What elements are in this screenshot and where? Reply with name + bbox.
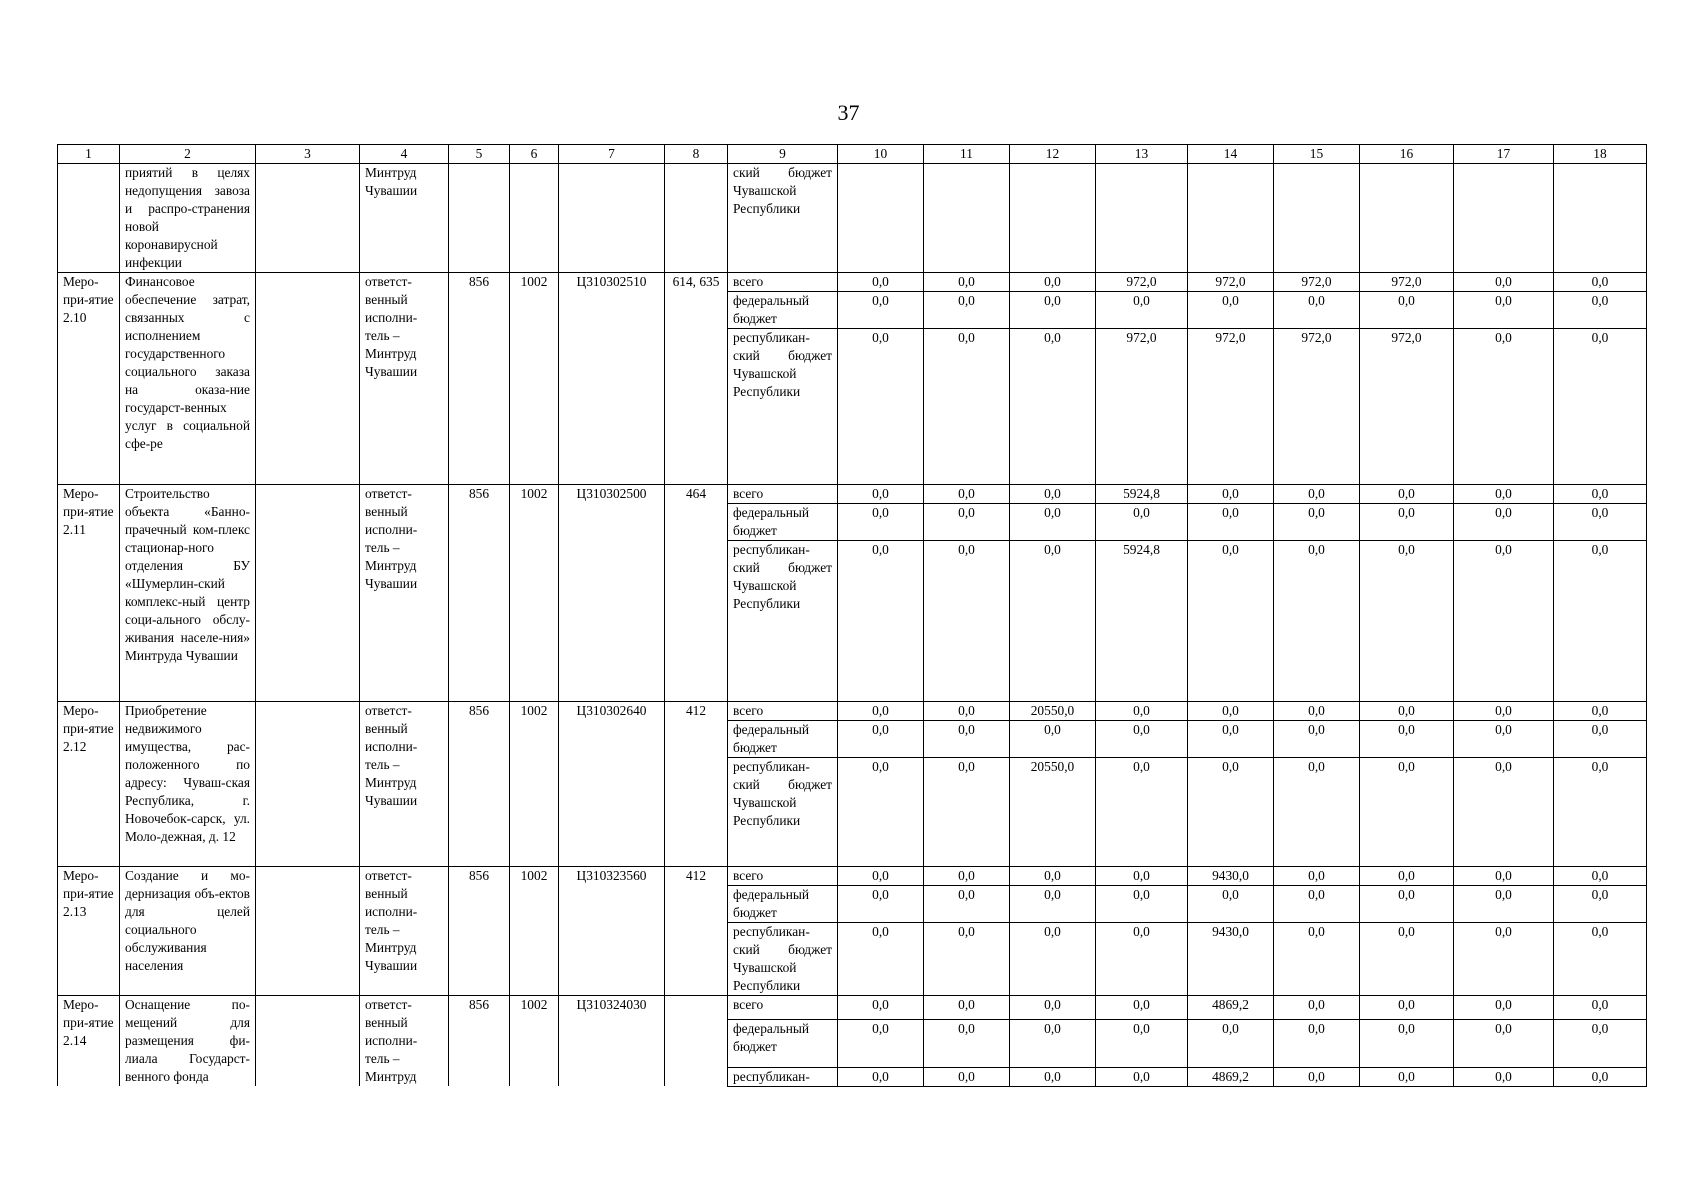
executor-line: Чувашии xyxy=(365,364,418,379)
year-amount: 0,0 xyxy=(838,721,924,758)
column-number-18: 18 xyxy=(1554,145,1647,164)
year-amount: 0,0 xyxy=(1360,485,1454,504)
executor-line: Минтруд xyxy=(365,1069,417,1084)
grbs-code: 856 xyxy=(449,867,510,996)
continuation-col-10 xyxy=(838,164,924,273)
year-amount: 0,0 xyxy=(924,329,1010,485)
year-amount: 0,0 xyxy=(1274,721,1360,758)
year-amount: 0,0 xyxy=(1554,867,1647,886)
year-amount: 0,0 xyxy=(1554,273,1647,292)
year-amount: 0,0 xyxy=(1274,923,1360,996)
year-amount: 0,0 xyxy=(1360,292,1454,329)
year-amount: 0,0 xyxy=(838,923,924,996)
year-amount: 0,0 xyxy=(1454,292,1554,329)
executor-line: Минтруд xyxy=(365,346,417,361)
section-code: 1002 xyxy=(510,702,559,867)
executor-line: венный xyxy=(365,504,408,519)
continuation-col-5 xyxy=(449,164,510,273)
year-amount: 0,0 xyxy=(838,1020,924,1067)
year-amount: 0,0 xyxy=(1554,329,1647,485)
expense-type-code: 464 xyxy=(665,485,728,702)
year-amount: 4869,2 xyxy=(1188,1067,1274,1086)
year-amount: 0,0 xyxy=(1274,504,1360,541)
year-amount: 0,0 xyxy=(1360,541,1454,702)
year-amount: 0,0 xyxy=(1010,273,1096,292)
column-number-11: 11 xyxy=(924,145,1010,164)
target-article-code: Ц310302510 xyxy=(559,273,665,485)
year-amount: 0,0 xyxy=(1188,702,1274,721)
year-amount: 0,0 xyxy=(1188,886,1274,923)
continuation-col-12 xyxy=(1010,164,1096,273)
year-amount: 0,0 xyxy=(1274,541,1360,702)
budget-source: республикан-ский бюджет Чувашской Республики xyxy=(728,923,838,996)
measure-label: Меро-при-ятие 2.12 xyxy=(58,702,120,867)
year-amount: 0,0 xyxy=(924,292,1010,329)
continuation-col-18 xyxy=(1554,164,1647,273)
table-header-row xyxy=(58,145,1647,164)
year-amount: 0,0 xyxy=(1360,1020,1454,1067)
budget-source: всего xyxy=(728,867,838,886)
continuation-col-15 xyxy=(1274,164,1360,273)
co-executor xyxy=(256,867,360,996)
table-row-continuation xyxy=(58,164,1647,273)
year-amount: 0,0 xyxy=(838,996,924,1020)
executor-line: тель – xyxy=(365,922,400,937)
year-amount: 0,0 xyxy=(1454,485,1554,504)
year-amount: 0,0 xyxy=(838,504,924,541)
year-amount: 972,0 xyxy=(1096,273,1188,292)
responsible-executor xyxy=(360,485,449,702)
year-amount: 0,0 xyxy=(838,758,924,867)
year-amount: 0,0 xyxy=(1096,758,1188,867)
year-amount: 0,0 xyxy=(1010,886,1096,923)
year-amount: 0,0 xyxy=(1360,721,1454,758)
year-amount: 0,0 xyxy=(924,867,1010,886)
executor-line: Минтруд xyxy=(365,940,417,955)
expense-type-code: 614, 635 xyxy=(665,273,728,485)
budget-source: республикан- xyxy=(728,1067,838,1086)
measure-label: Меро-при-ятие 2.13 xyxy=(58,867,120,996)
executor-line: тель – xyxy=(365,540,400,555)
year-amount: 0,0 xyxy=(1096,702,1188,721)
year-amount: 0,0 xyxy=(1274,702,1360,721)
year-amount: 0,0 xyxy=(1554,485,1647,504)
column-number-8: 8 xyxy=(665,145,728,164)
year-amount: 0,0 xyxy=(1096,721,1188,758)
year-amount: 0,0 xyxy=(1010,541,1096,702)
continuation-col-1 xyxy=(58,164,120,273)
executor-line: исполни- xyxy=(365,904,418,919)
year-amount: 0,0 xyxy=(838,1067,924,1086)
budget-source: республикан-ский бюджет Чувашской Республики xyxy=(728,541,838,702)
responsible-executor xyxy=(360,273,449,485)
budget-source: федеральный бюджет xyxy=(728,886,838,923)
year-amount: 0,0 xyxy=(1096,1020,1188,1067)
executor-line: исполни- xyxy=(365,739,418,754)
measure-label: Меро-при-ятие 2.10 xyxy=(58,273,120,485)
year-amount: 0,0 xyxy=(838,541,924,702)
year-amount: 0,0 xyxy=(1096,292,1188,329)
table-row xyxy=(58,867,1647,886)
co-executor xyxy=(256,702,360,867)
year-amount: 972,0 xyxy=(1274,329,1360,485)
continuation-col-13 xyxy=(1096,164,1188,273)
year-amount: 0,0 xyxy=(924,485,1010,504)
year-amount: 0,0 xyxy=(1554,292,1647,329)
year-amount: 972,0 xyxy=(1188,329,1274,485)
year-amount: 972,0 xyxy=(1096,329,1188,485)
co-executor xyxy=(256,273,360,485)
year-amount: 0,0 xyxy=(1360,504,1454,541)
executor-line: Минтруд xyxy=(365,558,417,573)
year-amount: 0,0 xyxy=(1274,485,1360,504)
year-amount: 0,0 xyxy=(1010,996,1096,1020)
budget-source: всего xyxy=(728,485,838,504)
year-amount: 0,0 xyxy=(1360,923,1454,996)
year-amount: 0,0 xyxy=(1274,292,1360,329)
year-amount: 0,0 xyxy=(1454,886,1554,923)
budget-source: всего xyxy=(728,996,838,1020)
year-amount: 0,0 xyxy=(1454,702,1554,721)
measure-name: Финансовое обеспечение затрат, связанных с исполнением государственного социального заказа на оказа-ние государст-венных услуг в социальной сфе-ре xyxy=(120,273,256,485)
continuation-col-6 xyxy=(510,164,559,273)
year-amount: 0,0 xyxy=(924,758,1010,867)
year-amount: 0,0 xyxy=(1554,721,1647,758)
year-amount: 0,0 xyxy=(838,485,924,504)
section-code: 1002 xyxy=(510,273,559,485)
year-amount: 0,0 xyxy=(924,273,1010,292)
executor-line: Чувашии xyxy=(365,793,418,808)
executor-line: тель – xyxy=(365,328,400,343)
executor-line: ответст- xyxy=(365,868,412,883)
grbs-code: 856 xyxy=(449,485,510,702)
executor-line: исполни- xyxy=(365,310,418,325)
budget-source: республикан-ский бюджет Чувашской Республики xyxy=(728,758,838,867)
year-amount: 0,0 xyxy=(838,702,924,721)
continuation-col-16 xyxy=(1360,164,1454,273)
measure-label: Меро-при-ятие 2.11 xyxy=(58,485,120,702)
executor-line: ответст- xyxy=(365,274,412,289)
continuation-col-8 xyxy=(665,164,728,273)
year-amount: 0,0 xyxy=(838,292,924,329)
year-amount: 9430,0 xyxy=(1188,923,1274,996)
year-amount: 0,0 xyxy=(1010,867,1096,886)
year-amount: 0,0 xyxy=(1274,1067,1360,1086)
year-amount: 0,0 xyxy=(1096,504,1188,541)
year-amount: 0,0 xyxy=(1360,1067,1454,1086)
year-amount: 20550,0 xyxy=(1010,758,1096,867)
year-amount: 0,0 xyxy=(1360,996,1454,1020)
grbs-code: 856 xyxy=(449,702,510,867)
year-amount: 0,0 xyxy=(924,996,1010,1020)
year-amount: 0,0 xyxy=(1096,1067,1188,1086)
budget-source: республикан-ский бюджет Чувашской Республики xyxy=(728,329,838,485)
expense-type-code: 412 xyxy=(665,867,728,996)
column-number-14: 14 xyxy=(1188,145,1274,164)
budget-source: федеральный бюджет xyxy=(728,504,838,541)
year-amount: 0,0 xyxy=(1096,996,1188,1020)
continuation-col-14 xyxy=(1188,164,1274,273)
column-number-17: 17 xyxy=(1454,145,1554,164)
year-amount: 0,0 xyxy=(924,886,1010,923)
executor-line: Чувашии xyxy=(365,958,418,973)
year-amount: 0,0 xyxy=(1188,541,1274,702)
year-amount: 0,0 xyxy=(1096,867,1188,886)
year-amount: 0,0 xyxy=(1010,292,1096,329)
table-row xyxy=(58,996,1647,1020)
year-amount: 0,0 xyxy=(1554,702,1647,721)
executor-line: венный xyxy=(365,721,408,736)
table-row xyxy=(58,485,1647,504)
year-amount: 0,0 xyxy=(1360,867,1454,886)
year-amount: 0,0 xyxy=(1274,867,1360,886)
year-amount: 0,0 xyxy=(838,329,924,485)
year-amount: 0,0 xyxy=(1554,541,1647,702)
target-article-code: Ц310302500 xyxy=(559,485,665,702)
budget-source: федеральный бюджет xyxy=(728,721,838,758)
year-amount: 0,0 xyxy=(1454,273,1554,292)
year-amount: 0,0 xyxy=(1454,996,1554,1020)
year-amount: 5924,8 xyxy=(1096,541,1188,702)
year-amount: 0,0 xyxy=(838,273,924,292)
year-amount: 0,0 xyxy=(1274,886,1360,923)
year-amount: 0,0 xyxy=(1454,923,1554,996)
measure-name: приятий в целях недопущения завоза и распро-странения новой коронавирусной инфекции xyxy=(120,164,256,273)
year-amount: 0,0 xyxy=(1554,758,1647,867)
executor-line: Чувашии xyxy=(365,576,418,591)
year-amount: 0,0 xyxy=(1454,1020,1554,1067)
year-amount: 0,0 xyxy=(1360,758,1454,867)
measure-name: Приобретение недвижимого имущества, рас-положенного по адресу: Чуваш-ская Республика, г. Новочебок-сарск, ул. Моло-дежная, д. 12 xyxy=(120,702,256,867)
continuation-col-7 xyxy=(559,164,665,273)
year-amount: 0,0 xyxy=(924,1020,1010,1067)
year-amount: 0,0 xyxy=(1188,504,1274,541)
measure-label: Меро-при-ятие 2.14 xyxy=(58,996,120,1087)
executor-line: Минтруд xyxy=(365,775,417,790)
year-amount: 0,0 xyxy=(1010,1067,1096,1086)
column-number-16: 16 xyxy=(1360,145,1454,164)
year-amount: 0,0 xyxy=(1454,758,1554,867)
year-amount: 0,0 xyxy=(1554,1020,1647,1067)
column-number-5: 5 xyxy=(449,145,510,164)
year-amount: 0,0 xyxy=(1554,886,1647,923)
target-article-code: Ц310323560 xyxy=(559,867,665,996)
executor-line: венный xyxy=(365,886,408,901)
executor-line: венный xyxy=(365,292,408,307)
column-number-10: 10 xyxy=(838,145,924,164)
year-amount: 972,0 xyxy=(1274,273,1360,292)
year-amount: 0,0 xyxy=(1010,485,1096,504)
measure-name: Оснащение по-мещений для размещения фи-лиала Государст-венного фонда xyxy=(120,996,256,1087)
year-amount: 0,0 xyxy=(1188,292,1274,329)
year-amount: 0,0 xyxy=(1010,923,1096,996)
page-number: 37 xyxy=(837,100,860,125)
year-amount: 0,0 xyxy=(838,867,924,886)
column-number-15: 15 xyxy=(1274,145,1360,164)
section-code: 1002 xyxy=(510,867,559,996)
column-number-6: 6 xyxy=(510,145,559,164)
executor-line: ответст- xyxy=(365,997,412,1012)
measure-name: Строительство объекта «Банно-прачечный ком-плекс стационар-ного отделения БУ «Шумерлин-ский комплекс-ный центр соци-ального обслу-живания населе-ния» Минтруда Чувашии xyxy=(120,485,256,702)
year-amount: 0,0 xyxy=(1010,721,1096,758)
year-amount: 5924,8 xyxy=(1096,485,1188,504)
responsible-executor xyxy=(360,702,449,867)
year-amount: 0,0 xyxy=(1454,1067,1554,1086)
column-number-12: 12 xyxy=(1010,145,1096,164)
year-amount: 0,0 xyxy=(1360,702,1454,721)
year-amount: 9430,0 xyxy=(1188,867,1274,886)
co-executor xyxy=(256,485,360,702)
year-amount: 0,0 xyxy=(1554,996,1647,1020)
year-amount: 0,0 xyxy=(1274,996,1360,1020)
table-row xyxy=(58,273,1647,292)
year-amount: 0,0 xyxy=(1554,1067,1647,1086)
year-amount: 0,0 xyxy=(1360,886,1454,923)
year-amount: 20550,0 xyxy=(1010,702,1096,721)
target-article-code: Ц310324030 xyxy=(559,996,665,1087)
budget-source: федеральный бюджет xyxy=(728,1020,838,1067)
column-number-13: 13 xyxy=(1096,145,1188,164)
continuation-col-11 xyxy=(924,164,1010,273)
program-measures-table xyxy=(57,144,1647,1087)
year-amount: 0,0 xyxy=(1010,504,1096,541)
executor-line: венный xyxy=(365,1015,408,1030)
column-number-4: 4 xyxy=(360,145,449,164)
responsible-executor xyxy=(360,996,449,1087)
budget-source: ский бюджет Чувашской Республики xyxy=(728,164,838,273)
year-amount: 0,0 xyxy=(924,721,1010,758)
column-number-1: 1 xyxy=(58,145,120,164)
responsible-executor: Минтруд Чувашии xyxy=(360,164,449,273)
year-amount: 0,0 xyxy=(1096,886,1188,923)
executor-line: тель – xyxy=(365,1051,400,1066)
year-amount: 0,0 xyxy=(1454,541,1554,702)
continuation-col-17 xyxy=(1454,164,1554,273)
year-amount: 0,0 xyxy=(1188,758,1274,867)
section-code: 1002 xyxy=(510,996,559,1087)
year-amount: 972,0 xyxy=(1360,329,1454,485)
year-amount: 0,0 xyxy=(924,541,1010,702)
year-amount: 0,0 xyxy=(1188,1020,1274,1067)
column-number-7: 7 xyxy=(559,145,665,164)
budget-source: федеральный бюджет xyxy=(728,292,838,329)
section-code: 1002 xyxy=(510,485,559,702)
measure-name: Создание и мо-дернизация объ-ектов для целей социального обслуживания населения xyxy=(120,867,256,996)
year-amount: 0,0 xyxy=(1274,758,1360,867)
year-amount: 972,0 xyxy=(1188,273,1274,292)
column-number-2: 2 xyxy=(120,145,256,164)
year-amount: 0,0 xyxy=(1188,485,1274,504)
year-amount: 0,0 xyxy=(1010,1020,1096,1067)
executor-line: ответст- xyxy=(365,486,412,501)
year-amount: 0,0 xyxy=(924,702,1010,721)
co-executor xyxy=(256,996,360,1087)
expense-type-code xyxy=(665,996,728,1087)
responsible-executor xyxy=(360,867,449,996)
year-amount: 0,0 xyxy=(1454,504,1554,541)
year-amount: 0,0 xyxy=(924,923,1010,996)
expense-type-code: 412 xyxy=(665,702,728,867)
year-amount: 0,0 xyxy=(1096,923,1188,996)
year-amount: 0,0 xyxy=(1554,923,1647,996)
year-amount: 0,0 xyxy=(1454,329,1554,485)
budget-source: всего xyxy=(728,702,838,721)
column-number-9: 9 xyxy=(728,145,838,164)
year-amount: 4869,2 xyxy=(1188,996,1274,1020)
grbs-code: 856 xyxy=(449,273,510,485)
executor-line: исполни- xyxy=(365,522,418,537)
year-amount: 0,0 xyxy=(924,1067,1010,1086)
year-amount: 0,0 xyxy=(1274,1020,1360,1067)
executor-line: ответст- xyxy=(365,703,412,718)
year-amount: 0,0 xyxy=(1554,504,1647,541)
grbs-code: 856 xyxy=(449,996,510,1087)
year-amount: 0,0 xyxy=(924,504,1010,541)
budget-source: всего xyxy=(728,273,838,292)
year-amount: 0,0 xyxy=(1454,867,1554,886)
year-amount: 0,0 xyxy=(1010,329,1096,485)
year-amount: 0,0 xyxy=(838,886,924,923)
year-amount: 0,0 xyxy=(1188,721,1274,758)
table-row xyxy=(58,702,1647,721)
executor-line: исполни- xyxy=(365,1033,418,1048)
year-amount: 0,0 xyxy=(1454,721,1554,758)
continuation-col-3 xyxy=(256,164,360,273)
year-amount: 972,0 xyxy=(1360,273,1454,292)
executor-line: тель – xyxy=(365,757,400,772)
column-number-3: 3 xyxy=(256,145,360,164)
target-article-code: Ц310302640 xyxy=(559,702,665,867)
